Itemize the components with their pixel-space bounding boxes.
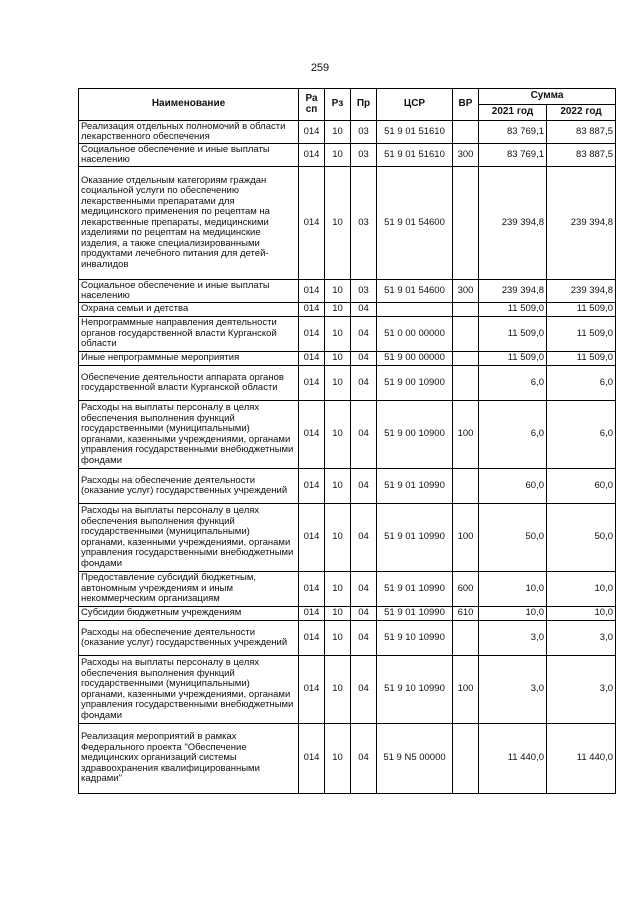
row-rasp: 014 bbox=[299, 504, 325, 572]
row-csr: 51 9 10 10990 bbox=[377, 656, 453, 724]
row-sum-2021: 50,0 bbox=[479, 504, 547, 572]
row-pr: 04 bbox=[351, 401, 377, 469]
row-sum-2022: 83 887,5 bbox=[547, 144, 616, 167]
row-name: Расходы на обеспечение деятельности (оказание услуг) государственных учреждений bbox=[79, 621, 299, 656]
row-rz: 10 bbox=[325, 317, 351, 352]
row-sum-2021: 6,0 bbox=[479, 401, 547, 469]
row-rz: 10 bbox=[325, 303, 351, 317]
row-rz: 10 bbox=[325, 504, 351, 572]
row-rz: 10 bbox=[325, 724, 351, 794]
row-rz: 10 bbox=[325, 144, 351, 167]
row-rz: 10 bbox=[325, 366, 351, 401]
row-rz: 10 bbox=[325, 656, 351, 724]
row-rz: 10 bbox=[325, 121, 351, 144]
row-name: Реализация отдельных полномочий в области лекарственного обеспечения bbox=[79, 121, 299, 144]
row-rasp: 014 bbox=[299, 724, 325, 794]
row-name: Оказание отдельным категориям граждан социальной услуги по обеспечению лекарственными препаратами для медицинского применения по рецептам на лекарственные препараты, медицинскими изделиями по рецептам на медицинские изделия, а также специализированными продуктами лечебного питания для детей-инвалидов bbox=[79, 167, 299, 280]
row-csr: 51 9 00 10900 bbox=[377, 401, 453, 469]
row-csr: 51 9 01 54600 bbox=[377, 167, 453, 280]
row-pr: 04 bbox=[351, 504, 377, 572]
row-pr: 04 bbox=[351, 607, 377, 621]
header-2021: 2021 год bbox=[479, 105, 547, 121]
row-name: Реализация мероприятий в рамках Федерального проекта "Обеспечение медицинских организаций системы здравоохранения квалифицированными кадрами" bbox=[79, 724, 299, 794]
row-sum-2021: 239 394,8 bbox=[479, 280, 547, 303]
row-csr: 51 9 01 10990 bbox=[377, 572, 453, 607]
row-rz: 10 bbox=[325, 621, 351, 656]
row-sum-2022: 3,0 bbox=[547, 621, 616, 656]
row-csr: 51 9 10 10990 bbox=[377, 621, 453, 656]
row-rasp: 014 bbox=[299, 167, 325, 280]
row-vr bbox=[453, 303, 479, 317]
row-csr: 51 9 01 54600 bbox=[377, 280, 453, 303]
row-sum-2022: 6,0 bbox=[547, 401, 616, 469]
row-pr: 04 bbox=[351, 317, 377, 352]
row-rasp: 014 bbox=[299, 401, 325, 469]
row-pr: 04 bbox=[351, 352, 377, 366]
header-vr: ВР bbox=[453, 89, 479, 121]
row-sum-2021: 83 769,1 bbox=[479, 144, 547, 167]
row-vr: 100 bbox=[453, 401, 479, 469]
row-name: Социальное обеспечение и иные выплаты населению bbox=[79, 144, 299, 167]
row-csr bbox=[377, 303, 453, 317]
row-sum-2022: 10,0 bbox=[547, 607, 616, 621]
header-pr: Пр bbox=[351, 89, 377, 121]
row-csr: 51 9 01 10990 bbox=[377, 469, 453, 504]
row-csr: 51 9 00 10900 bbox=[377, 366, 453, 401]
row-pr: 04 bbox=[351, 572, 377, 607]
row-csr: 51 0 00 00000 bbox=[377, 317, 453, 352]
row-csr: 51 9 00 00000 bbox=[377, 352, 453, 366]
row-sum-2022: 50,0 bbox=[547, 504, 616, 572]
row-rasp: 014 bbox=[299, 317, 325, 352]
header-2022: 2022 год bbox=[547, 105, 616, 121]
row-sum-2021: 10,0 bbox=[479, 572, 547, 607]
row-rz: 10 bbox=[325, 469, 351, 504]
row-rz: 10 bbox=[325, 572, 351, 607]
header-rz: Рз bbox=[325, 89, 351, 121]
row-sum-2022: 83 887,5 bbox=[547, 121, 616, 144]
row-sum-2021: 239 394,8 bbox=[479, 167, 547, 280]
row-rasp: 014 bbox=[299, 303, 325, 317]
row-rz: 10 bbox=[325, 280, 351, 303]
row-sum-2022: 10,0 bbox=[547, 572, 616, 607]
row-sum-2022: 3,0 bbox=[547, 656, 616, 724]
row-sum-2022: 239 394,8 bbox=[547, 167, 616, 280]
row-name: Охрана семьи и детства bbox=[79, 303, 299, 317]
table-row bbox=[79, 317, 616, 352]
row-sum-2022: 6,0 bbox=[547, 366, 616, 401]
row-csr: 51 9 01 10990 bbox=[377, 504, 453, 572]
row-sum-2021: 11 509,0 bbox=[479, 303, 547, 317]
row-vr bbox=[453, 167, 479, 280]
row-sum-2022: 11 509,0 bbox=[547, 352, 616, 366]
row-name: Непрограммные направления деятельности органов государственной власти Курганской области bbox=[79, 317, 299, 352]
row-sum-2022: 239 394,8 bbox=[547, 280, 616, 303]
row-rasp: 014 bbox=[299, 366, 325, 401]
page-number: 259 bbox=[310, 62, 330, 74]
row-sum-2022: 60,0 bbox=[547, 469, 616, 504]
row-rz: 10 bbox=[325, 607, 351, 621]
row-vr bbox=[453, 724, 479, 794]
table-row bbox=[79, 121, 616, 144]
table-row bbox=[79, 504, 616, 572]
row-pr: 03 bbox=[351, 121, 377, 144]
row-name: Субсидии бюджетным учреждениям bbox=[79, 607, 299, 621]
row-pr: 04 bbox=[351, 656, 377, 724]
row-vr: 300 bbox=[453, 280, 479, 303]
row-rasp: 014 bbox=[299, 656, 325, 724]
row-sum-2022: 11 509,0 bbox=[547, 317, 616, 352]
row-name: Расходы на обеспечение деятельности (оказание услуг) государственных учреждений bbox=[79, 469, 299, 504]
row-sum-2021: 83 769,1 bbox=[479, 121, 547, 144]
row-vr: 100 bbox=[453, 656, 479, 724]
row-pr: 03 bbox=[351, 167, 377, 280]
row-pr: 04 bbox=[351, 303, 377, 317]
row-sum-2022: 11 440,0 bbox=[547, 724, 616, 794]
table-row bbox=[79, 469, 616, 504]
row-pr: 04 bbox=[351, 469, 377, 504]
row-csr: 51 9 01 51610 bbox=[377, 121, 453, 144]
row-rz: 10 bbox=[325, 401, 351, 469]
row-vr bbox=[453, 121, 479, 144]
row-csr: 51 9 01 10990 bbox=[377, 607, 453, 621]
table-row bbox=[79, 366, 616, 401]
row-name: Расходы на выплаты персоналу в целях обеспечения выполнения функций государственными (муниципальными) органами, казенными учреждениями, органами управления государственными внебюджетными фондами bbox=[79, 504, 299, 572]
row-sum-2021: 11 509,0 bbox=[479, 317, 547, 352]
row-csr: 51 9 01 51610 bbox=[377, 144, 453, 167]
row-rasp: 014 bbox=[299, 280, 325, 303]
header-rasp: Ра сп bbox=[299, 89, 325, 121]
row-sum-2021: 6,0 bbox=[479, 366, 547, 401]
table-row bbox=[79, 621, 616, 656]
row-rasp: 014 bbox=[299, 121, 325, 144]
row-name: Расходы на выплаты персоналу в целях обеспечения выполнения функций государственными (муниципальными) органами, казенными учреждениями, органами управления государственными внебюджетными фондами bbox=[79, 401, 299, 469]
row-vr: 100 bbox=[453, 504, 479, 572]
row-rasp: 014 bbox=[299, 352, 325, 366]
table-row bbox=[79, 401, 616, 469]
row-rasp: 014 bbox=[299, 469, 325, 504]
table-row bbox=[79, 572, 616, 607]
row-vr bbox=[453, 621, 479, 656]
header-csr: ЦСР bbox=[377, 89, 453, 121]
row-sum-2021: 11 440,0 bbox=[479, 724, 547, 794]
row-csr: 51 9 N5 00000 bbox=[377, 724, 453, 794]
row-vr bbox=[453, 469, 479, 504]
row-sum-2021: 60,0 bbox=[479, 469, 547, 504]
row-sum-2021: 10,0 bbox=[479, 607, 547, 621]
table-row bbox=[79, 280, 616, 303]
table-row bbox=[79, 303, 616, 317]
row-rasp: 014 bbox=[299, 144, 325, 167]
row-sum-2021: 3,0 bbox=[479, 621, 547, 656]
table-row bbox=[79, 656, 616, 724]
budget-table bbox=[78, 88, 616, 794]
row-name: Расходы на выплаты персоналу в целях обеспечения выполнения функций государственными (муниципальными) органами, казенными учреждениями, органами управления государственными внебюджетными фондами bbox=[79, 656, 299, 724]
row-rz: 10 bbox=[325, 167, 351, 280]
row-vr: 300 bbox=[453, 144, 479, 167]
table-row bbox=[79, 144, 616, 167]
row-name: Иные непрограммные мероприятия bbox=[79, 352, 299, 366]
table-row bbox=[79, 352, 616, 366]
row-pr: 03 bbox=[351, 144, 377, 167]
row-pr: 03 bbox=[351, 280, 377, 303]
row-sum-2021: 11 509,0 bbox=[479, 352, 547, 366]
header-sum: Сумма bbox=[479, 89, 616, 105]
row-vr bbox=[453, 352, 479, 366]
row-name: Социальное обеспечение и иные выплаты населению bbox=[79, 280, 299, 303]
row-vr: 610 bbox=[453, 607, 479, 621]
row-name: Обеспечение деятельности аппарата органов государственной власти Курганской области bbox=[79, 366, 299, 401]
header-name: Наименование bbox=[79, 89, 299, 121]
row-pr: 04 bbox=[351, 724, 377, 794]
row-sum-2021: 3,0 bbox=[479, 656, 547, 724]
table-row bbox=[79, 724, 616, 794]
row-sum-2022: 11 509,0 bbox=[547, 303, 616, 317]
row-rz: 10 bbox=[325, 352, 351, 366]
row-vr: 600 bbox=[453, 572, 479, 607]
row-pr: 04 bbox=[351, 366, 377, 401]
row-rasp: 014 bbox=[299, 572, 325, 607]
row-vr bbox=[453, 366, 479, 401]
row-vr bbox=[453, 317, 479, 352]
row-rasp: 014 bbox=[299, 607, 325, 621]
table-row bbox=[79, 167, 616, 280]
row-pr: 04 bbox=[351, 621, 377, 656]
table-row bbox=[79, 607, 616, 621]
row-rasp: 014 bbox=[299, 621, 325, 656]
row-name: Предоставление субсидий бюджетным, автономным учреждениям и иным некоммерческим организациям bbox=[79, 572, 299, 607]
